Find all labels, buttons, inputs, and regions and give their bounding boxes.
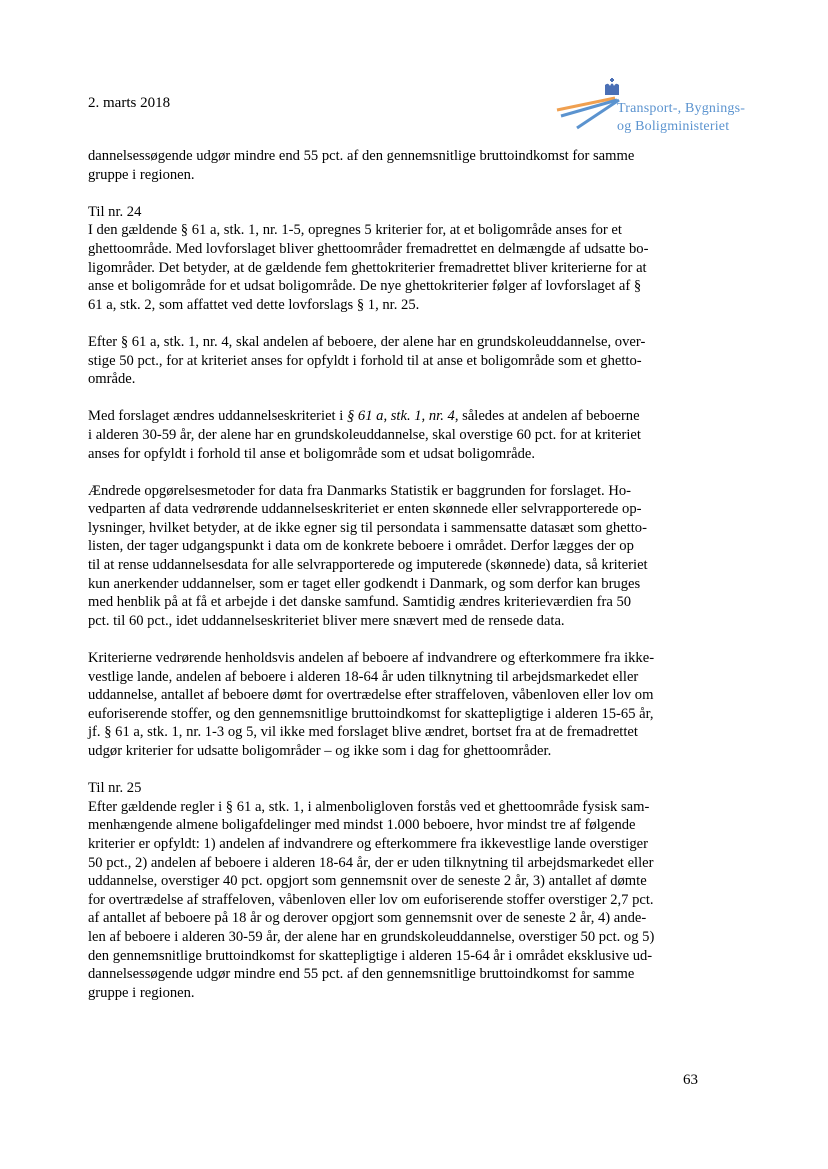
text-line: Med forslaget ændres uddannelseskriteriet i § 61 a, stk. 1, nr. 4, således at andelen af beboerne: [88, 408, 640, 425]
crown-swoosh-icon: [555, 76, 625, 140]
text-line: Efter § 61 a, stk. 1, nr. 4, skal andelen af beboere, der alene har en grundskoleuddannelse, over-: [88, 333, 646, 350]
section-heading: Til nr. 25: [88, 780, 142, 797]
text-line: gruppe i regionen.: [88, 984, 195, 1001]
text-line: vedparten af data vedrørende uddannelseskriteriet er enten skønnede eller selvrapporterede op-: [88, 501, 642, 518]
text-line: pct. til 60 pct., idet uddannelseskriteriet bliver mere snævert med de rensede data.: [88, 612, 565, 629]
text-line: udgør kriterier for udsatte boligområder – og ikke som i dag for ghettoområder.: [88, 743, 552, 759]
text-line: dannelsessøgende udgør mindre end 55 pct. af den gennemsnitlige bruttoindkomst for samme: [88, 148, 635, 164]
text-line: uddannelse, antallet af beboere dømt for overtrædelse efter straffeloven, våbenloven eller lov om: [88, 687, 654, 704]
text-line: Ændrede opgørelsesmetoder for data fra Danmarks Statistik er baggrunden for forslaget. Ho-: [88, 482, 632, 499]
text-line: ligområder. Det betyder, at de gældende fem ghettokriterier fremadrettet bliver kriterierne for at: [88, 259, 647, 276]
text-line: listen, der tager udgangspunkt i data om de konkrete beboere i området. Derfor lægges der op: [88, 538, 634, 555]
text-line: med henblik på at få et arbejde i det danske samfund. Samtidig ændres kriterieværdien fra 50: [88, 594, 632, 611]
text-line: dannelsessøgende udgør mindre end 55 pct. af den gennemsnitlige bruttoindkomst for samme: [88, 966, 635, 983]
text-line: kriterier er opfyldt: 1) andelen af indvandrere og efterkommere fra ikkevestlige lande overstiger: [88, 835, 648, 852]
text-line: euforiserende stoffer, og den gennemsnitlige bruttoindkomst for skattepligtige i alderen 15-65 år,: [88, 705, 654, 722]
text-line: kun anerkender uddannelser, som er taget eller godkendt i Danmark, og som derfor kan bruges: [88, 575, 641, 592]
paragraph: [88, 779, 713, 1002]
text-line: den gennemsnitlige bruttoindkomst for skattepligtige i alderen 15-64 år i området eksklusive ud-: [88, 947, 653, 964]
text-line: vestlige lande, andelen af beboere i alderen 18-64 år uden tilknytning til arbejdsmarkedet eller: [88, 668, 639, 685]
page-date: 2. marts 2018: [88, 95, 171, 111]
ministry-logo: [555, 76, 770, 140]
text-line: Efter gældende regler i § 61 a, stk. 1, i almenboligloven forstås ved et ghettoområde fysisk sam-: [88, 798, 650, 815]
text-line: i alderen 30-59 år, der alene har en grundskoleuddannelse, skal overstige 60 pct. for at kriteriet: [88, 426, 641, 443]
logo-line-1: Transport-, Bygnings-: [617, 101, 746, 116]
text-line: jf. § 61 a, stk. 1, nr. 1-3 og 5, vil ikke med forslaget blive ændret, bortset fra at de fremadrettet: [88, 724, 638, 741]
text-line: anse et boligområde for et udsat boligområde. De nye ghettokriterier følger af lovforslaget af §: [88, 278, 642, 295]
paragraph: [88, 203, 713, 315]
paragraph: [88, 482, 713, 631]
text-line: len af beboere i alderen 30-59 år, der alene har en grundskoleuddannelse, overstiger 50 pct. og 5): [88, 928, 655, 945]
text-line: stige 50 pct., for at kriteriet anses for opfyldt i forhold til at anse et boligområde som et ghetto-: [88, 352, 642, 369]
paragraph: [88, 407, 713, 463]
text-line: lysninger, hvilket betyder, at de ikke egner sig til persondata i sammensatte datasæt som ghetto-: [88, 519, 647, 536]
text-line: ghettoområde. Med lovforslaget bliver ghettoområder fremadrettet en delmængde af udsatte bo-: [88, 240, 649, 257]
text-line: anses for opfyldt i forhold til anse et boligområde som et udsat boligområde.: [88, 445, 536, 462]
text-line: gruppe i regionen.: [88, 166, 195, 183]
text-line: 61 a, stk. 2, som affattet ved dette lovforslags § 1, nr. 25.: [88, 296, 420, 313]
text-line: 50 pct., 2) andelen af beboere i alderen 18-64 år, der er uden tilknytning til arbejdsmarkedet eller: [88, 854, 654, 871]
text-line: for overtrædelse af straffeloven, våbenloven eller lov om euforiserende stoffer overstiger 2,7 pct.: [88, 891, 654, 908]
document-body: [88, 147, 713, 1021]
paragraph: [88, 649, 713, 761]
statute-reference: § 61 a, stk. 1, nr. 4: [346, 408, 455, 425]
page-number: 63: [683, 1072, 698, 1088]
text-line: menhængende almene boligafdelinger med mindst 1.000 beboere, hvor mindst tre af følgende: [88, 817, 636, 834]
text-line: uddannelse, overstiger 40 pct. opgjort som gennemsnit over de seneste 2 år, 3) antallet af dømte: [88, 873, 647, 890]
text-line: af antallet af beboere på 18 år og derover opgjort som gennemsnit over de seneste 2 år, 4) ande-: [88, 910, 647, 927]
logo-line-2: og Boligministeriet: [617, 119, 730, 134]
paragraph: [88, 147, 713, 184]
text-line: Kriterierne vedrørende henholdsvis andelen af beboere af indvandrere og efterkommere fra ikke-: [88, 650, 655, 667]
text-line: til at rense uddannelsesdata for alle selvrapporterede og imputerede (skønnede) data, så kriteriet: [88, 557, 648, 574]
paragraph: [88, 333, 713, 389]
text-line: område.: [88, 371, 136, 388]
text-line: I den gældende § 61 a, stk. 1, nr. 1-5, opregnes 5 kriterier for, at et boligområde anses for et: [88, 222, 622, 239]
section-heading: Til nr. 24: [88, 203, 142, 220]
